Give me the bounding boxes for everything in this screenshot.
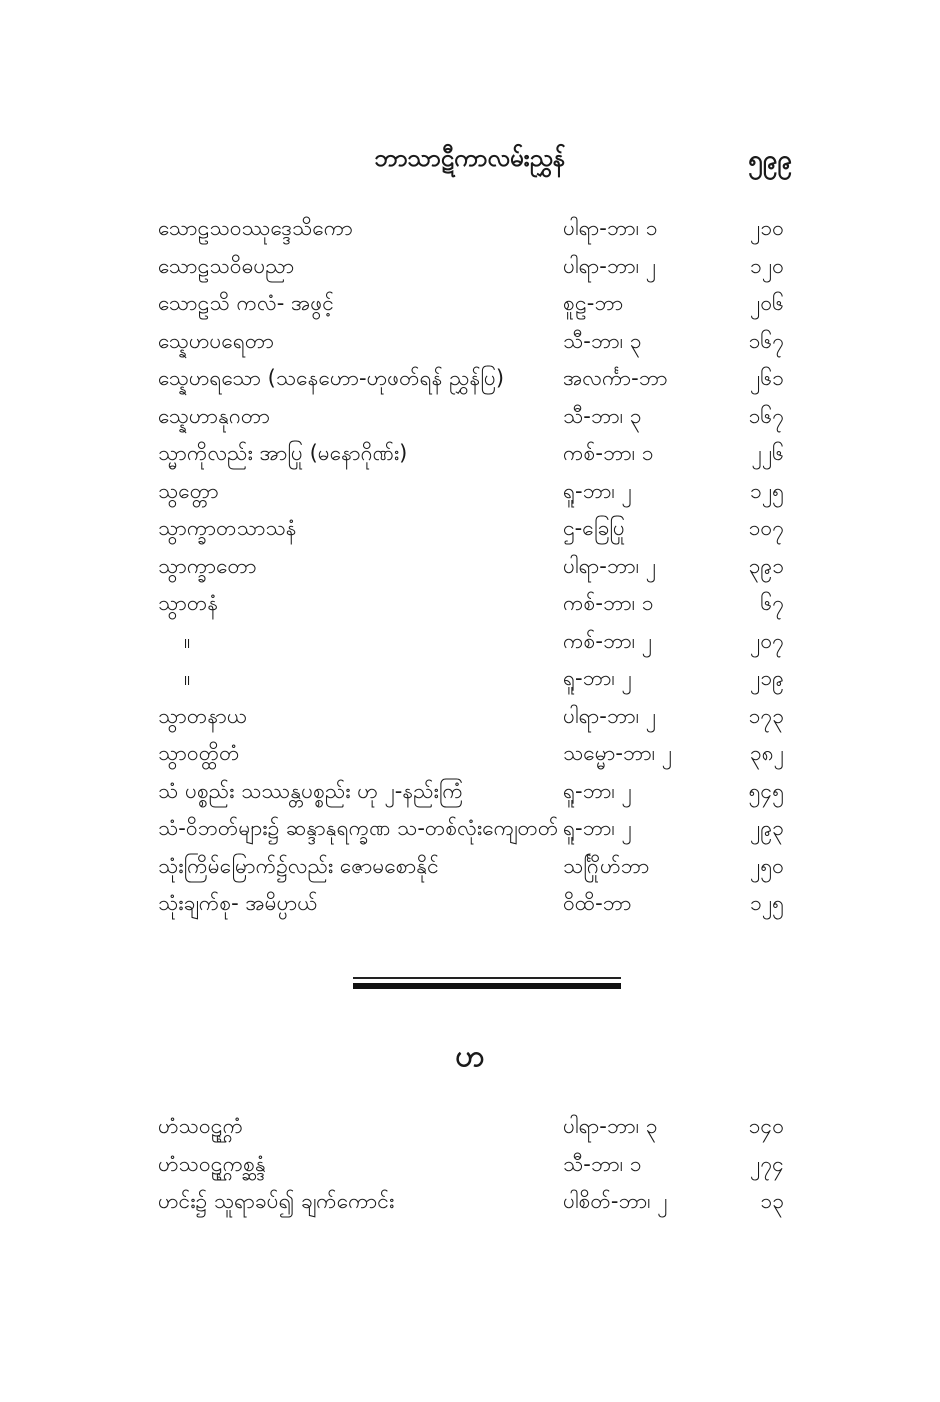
index-list-top	[158, 210, 798, 923]
entry-source: ဌ-ခြေပြု	[563, 516, 625, 540]
entry-page-number: ၃၈၂	[749, 741, 784, 765]
entry-source: အလင်္ကာ-ဘာ	[563, 366, 668, 390]
entry-title: သံ ပစ္စည်း သဿန္တပစ္စည်း ဟု ၂-နည်းကြံ	[158, 778, 463, 803]
entry-source: ပါစိတ်-ဘာ၊ ၂	[563, 1189, 668, 1213]
entry-source: ကစ်-ဘာ၊ ၁	[563, 591, 654, 615]
index-entry-row	[158, 660, 798, 698]
entry-page-number: ၁၄၀	[748, 1114, 784, 1138]
entry-title: သ္မာကိုလည်း အာပြု (မနောဂိုဏ်း)	[158, 441, 408, 465]
index-entry-row	[158, 435, 798, 473]
entry-title: သွာက္ခာတော	[158, 553, 257, 578]
entry-source: ဝိထိ-ဘာ	[563, 891, 632, 915]
index-entry-row	[158, 698, 798, 736]
page-number: ၅၉၉	[748, 145, 792, 175]
index-entry-row	[158, 323, 798, 361]
index-entry-row	[158, 510, 798, 548]
index-entry-row	[158, 585, 798, 623]
entry-page-number: ၂၆၁	[750, 366, 784, 390]
entry-source: သမ္မော-ဘာ၊ ၂	[563, 741, 673, 765]
entry-ditto-mark: ။	[184, 628, 191, 653]
section-divider-thick	[353, 983, 621, 989]
index-entry-row	[158, 360, 798, 398]
section-heading-letter: ဟ	[455, 1039, 485, 1074]
entry-source: သီ-ဘာ၊ ၁	[563, 1151, 642, 1176]
entry-title: သုံးချက်စု- အမိပ္ပာယ်	[158, 891, 318, 915]
entry-page-number: ၂၉၃	[750, 816, 784, 840]
entry-source: ပါရာ-ဘာ၊ ၂	[563, 553, 657, 578]
entry-page-number: ၂၇၄	[750, 1151, 784, 1176]
entry-page-number: ၂၁၉	[750, 666, 784, 690]
index-entry-row	[158, 248, 798, 286]
entry-source: ပါရာ-ဘာ၊ ၂	[563, 703, 657, 728]
entry-page-number: ၂၂၆	[751, 441, 784, 465]
index-entry-row	[158, 848, 798, 886]
entry-title: သောဠသဝိဓပညာ	[158, 253, 295, 278]
entry-title: သ္နေဟပရေတာ	[158, 328, 274, 353]
entry-page-number: ၁၃	[760, 1189, 784, 1213]
entry-title: သောဠသိ ကလံ- အဖွင့်	[158, 291, 334, 315]
entry-page-number: ၁၀၇	[748, 516, 784, 540]
entry-page-number: ၂၁၀	[750, 216, 784, 240]
entry-page-number: ၁၆၇	[748, 328, 784, 353]
section-divider-thin	[353, 977, 621, 979]
index-entry-row	[158, 210, 798, 248]
index-entry-row	[158, 810, 798, 848]
entry-source: ရူ-ဘာ၊ ၂	[563, 478, 632, 503]
index-entry-row	[158, 473, 798, 511]
entry-source: ပါရာ-ဘာ၊ ၂	[563, 253, 657, 278]
entry-title: သောဠသဝဿုဒ္ဒေသိကော	[158, 216, 353, 240]
entry-source: ပါရာ-ဘာ၊ ၃	[563, 1114, 658, 1138]
entry-title: သံ-ဝိဘတ်များ၌ ဆန္ဒာနုရက္ခဏ သ-တစ်လုံးကျေတတ်	[158, 816, 559, 840]
entry-title: ဟံသဝဠ္ဌကစ္ဆန္ဒံ	[158, 1151, 266, 1176]
entry-ditto-mark: ။	[184, 666, 191, 690]
entry-source: ရူ-ဘာ၊ ၂	[563, 778, 632, 803]
index-entry-row	[158, 623, 798, 661]
entry-page-number: ၁၂၅	[750, 891, 784, 915]
entry-title: ဟံသဝဠ္ဌကံ	[158, 1114, 244, 1138]
index-entry-row	[158, 285, 798, 323]
index-entry-row	[158, 885, 798, 923]
entry-title: သွတ္တော	[158, 478, 219, 503]
entry-title: သွာဝတ္ထိတံ	[158, 741, 240, 765]
entry-page-number: ၂၀၆	[750, 291, 784, 315]
entry-source: ကစ်-ဘာ၊ ၁	[563, 441, 654, 465]
index-entry-row	[158, 773, 798, 811]
entry-page-number: ၆၇	[760, 591, 784, 615]
entry-title: သွာတနာယ	[158, 703, 248, 728]
entry-page-number: ၅၄၅	[748, 778, 784, 803]
index-entry-row	[158, 548, 798, 586]
entry-title: ဟင်း၌ သူရာခပ်၍ ချက်ကောင်း	[158, 1189, 395, 1213]
entry-page-number: ၁၆၇	[748, 403, 784, 428]
entry-source: ကစ်-ဘာ၊ ၂	[563, 628, 653, 653]
index-list-bottom	[158, 1108, 798, 1221]
entry-title: သွာတနံ	[158, 591, 219, 615]
entry-page-number: ၁၇၃	[748, 703, 784, 728]
entry-page-number: ၃၉၁	[748, 553, 784, 578]
index-entry-row	[158, 735, 798, 773]
entry-page-number: ၁၂၀	[750, 253, 784, 278]
entry-source: ရူ-ဘာ၊ ၂	[563, 816, 632, 840]
entry-source: သီ-ဘာ၊ ၃	[563, 403, 642, 428]
index-entry-row	[158, 1183, 798, 1221]
entry-source: သီ-ဘာ၊ ၃	[563, 328, 642, 353]
index-entry-row	[158, 1146, 798, 1184]
entry-source: ရူ-ဘာ၊ ၂	[563, 666, 632, 690]
entry-page-number: ၂၀၇	[750, 628, 784, 653]
index-entry-row	[158, 1108, 798, 1146]
entry-page-number: ၁၂၅	[750, 478, 784, 503]
entry-title: သ္နေဟာနုဂတာ	[158, 403, 270, 428]
entry-source: သင်္ဂြိုဟ်ဘာ	[563, 853, 650, 878]
entry-page-number: ၂၅၀	[750, 853, 784, 878]
entry-title: သုံးကြိမ်မြောက်၌လည်း ဇောမစောနိုင်	[158, 853, 439, 878]
entry-source: စူဠ-ဘာ	[563, 291, 624, 315]
entry-source: ပါရာ-ဘာ၊ ၁	[563, 216, 658, 240]
index-entry-row	[158, 398, 798, 436]
entry-title: သ္နေဟရသော (သနေဟော-ဟုဖတ်ရန် ညွှန်ပြ)	[158, 366, 505, 390]
entry-title: သွာက္ခာတသာသနံ	[158, 516, 297, 540]
running-header-title: ဘာသာဋီကာလမ်းညွှန်	[374, 144, 566, 172]
